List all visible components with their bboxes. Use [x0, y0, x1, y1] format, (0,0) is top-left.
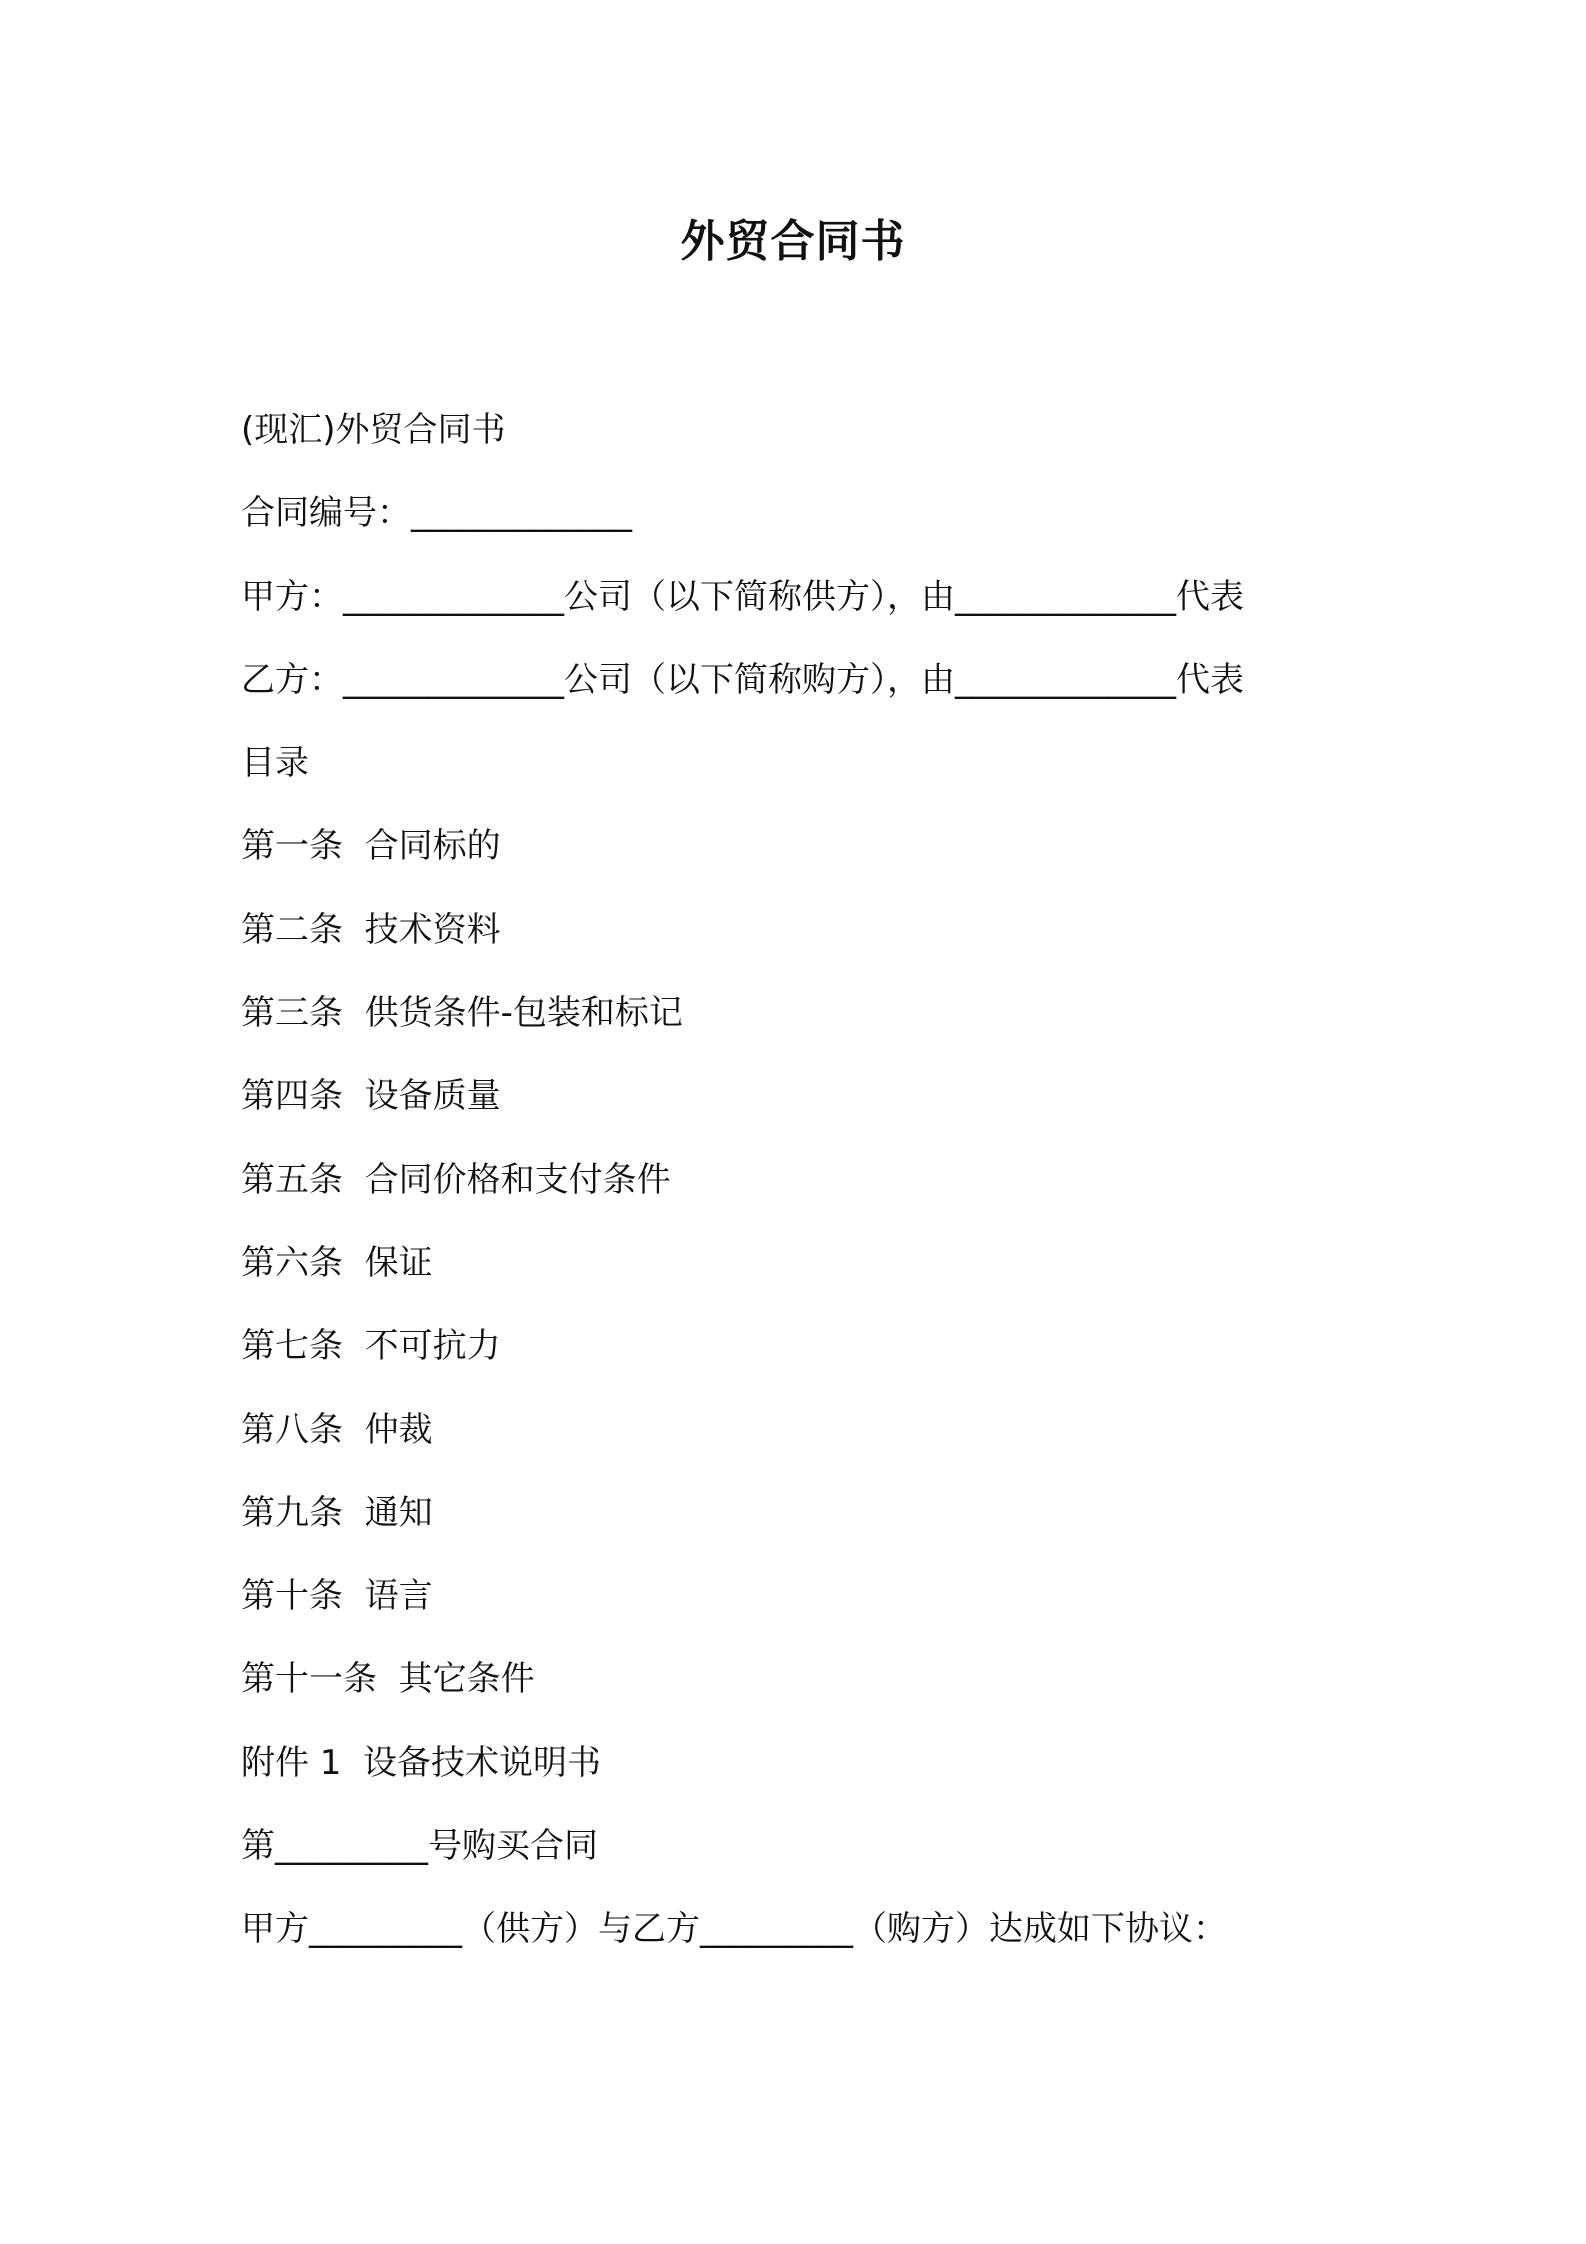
document-body: [241, 408, 1371, 1991]
party-a-line: 甲方：_____________公司（以下简称供方），由_____________代表: [241, 576, 1244, 617]
toc-item: 第六条 保证: [241, 1242, 433, 1283]
document-title: 外贸合同书: [680, 216, 906, 267]
toc-item: 第三条 供货条件-包装和标记: [241, 993, 683, 1034]
toc-item: 第一条 合同标的: [241, 826, 501, 867]
toc-item: 第九条 通知: [241, 1492, 433, 1533]
toc-item: 第八条 仲裁: [241, 1409, 433, 1450]
subtitle-line: (现汇)外贸合同书: [241, 410, 506, 450]
contract-number-line: 合同编号：_____________: [241, 493, 632, 534]
toc-item: 第十条 语言: [241, 1576, 433, 1617]
toc-item: 第二条 技术资料: [241, 909, 501, 950]
toc-item: 附件 1 设备技术说明书: [241, 1742, 602, 1783]
toc-heading: 目录: [241, 743, 309, 784]
toc-item: 第十一条 其它条件: [241, 1659, 535, 1700]
toc-item: 第四条 设备质量: [241, 1076, 501, 1117]
toc-item: 第七条 不可抗力: [241, 1326, 501, 1367]
toc-item: 第五条 合同价格和支付条件: [241, 1159, 671, 1200]
agreement-intro-line: 甲方_________（供方）与乙方_________（购方）达成如下协议：: [241, 1909, 1227, 1950]
purchase-contract-number-line: 第_________号购买合同: [241, 1826, 598, 1867]
party-b-line: 乙方：_____________公司（以下简称购方），由_____________代表: [241, 659, 1244, 700]
